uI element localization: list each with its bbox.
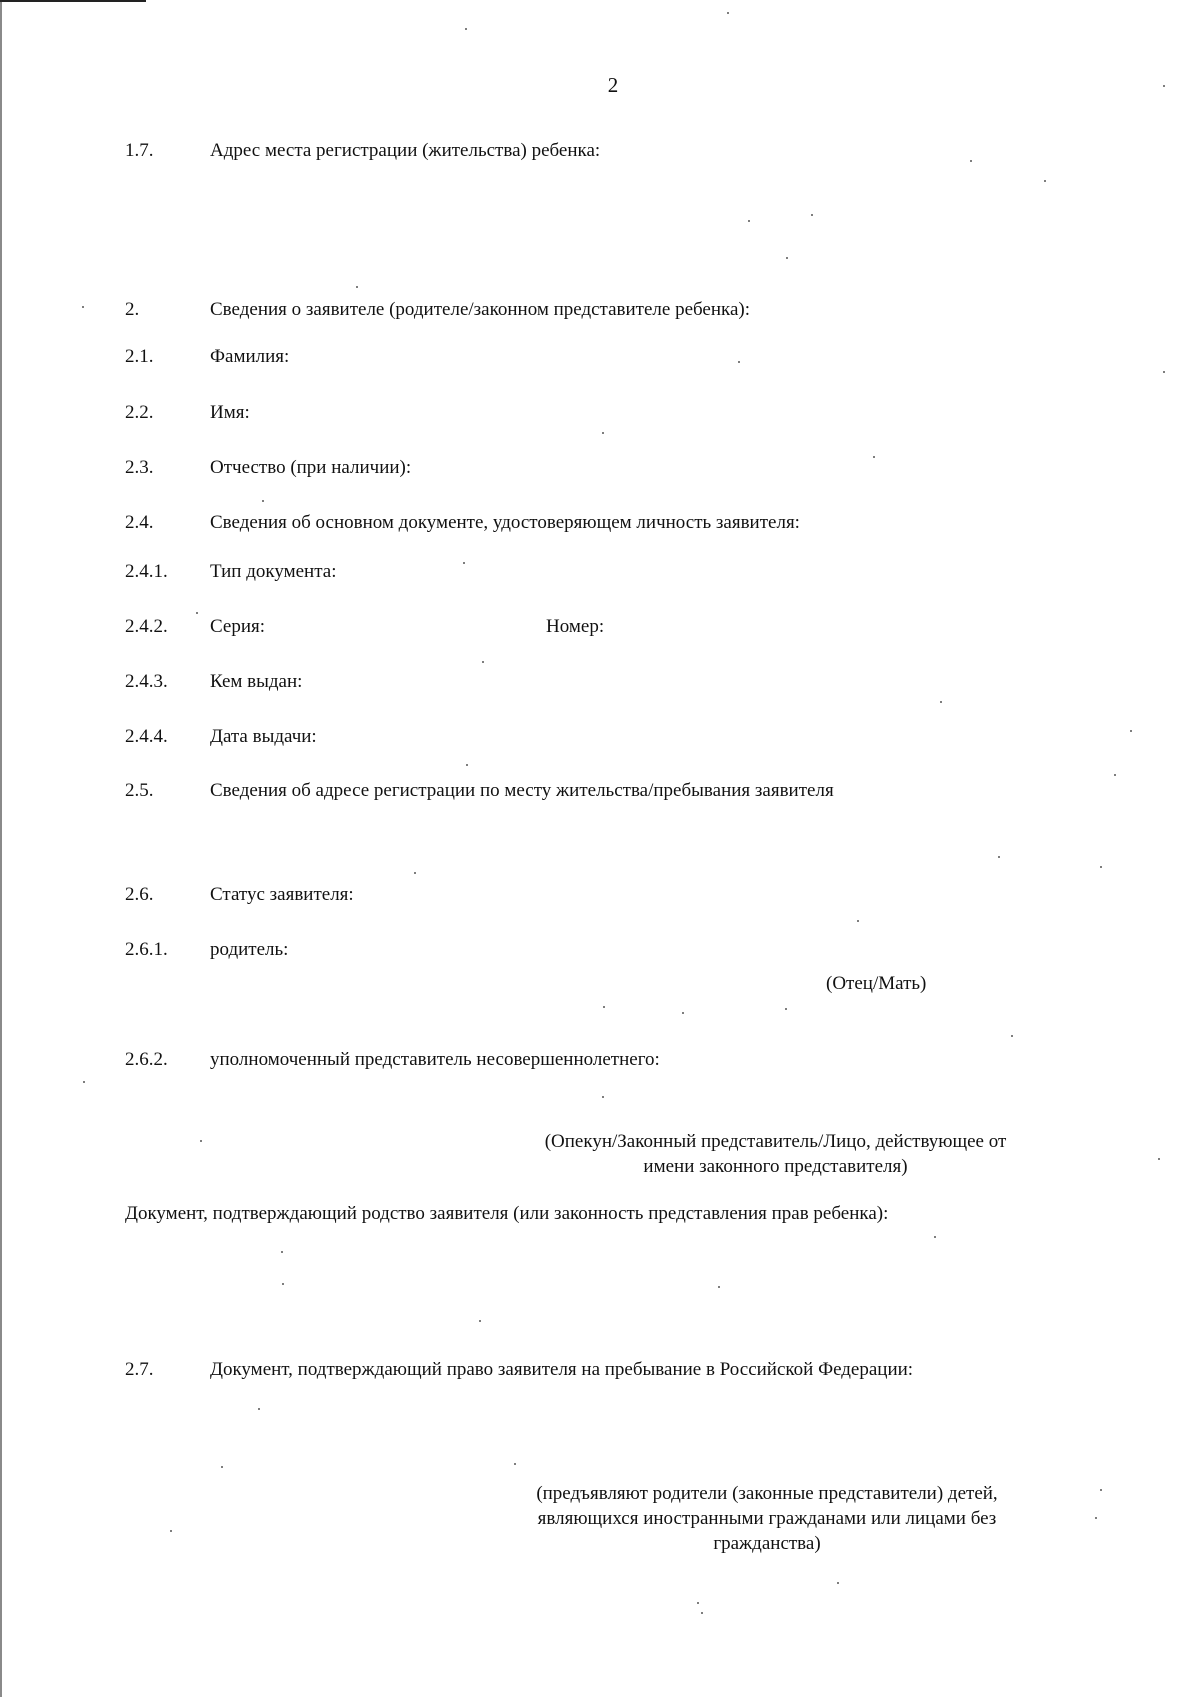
document-type-label: Тип документа: (210, 561, 337, 582)
issue-date-label: Дата выдачи: (210, 726, 317, 747)
section-number-2-4-2: 2.4.2. (125, 616, 168, 637)
section-number-2-2: 2.2. (125, 402, 154, 423)
document-number-label: Номер: (546, 616, 605, 637)
section-number-2-4: 2.4. (125, 512, 154, 533)
section-number-2-4-3: 2.4.3. (125, 671, 168, 692)
section-number-2-6-1: 2.6.1. (125, 939, 168, 960)
identity-document-heading: Сведения об основном документе, удостоверяющем личность заявителя: (210, 512, 800, 533)
parent-hint: (Отец/Мать) (826, 973, 927, 994)
section-number-2-4-4: 2.4.4. (125, 726, 168, 747)
representative-hint-line-2: имени законного представителя) (643, 1156, 908, 1177)
representative-hint (503, 1129, 1048, 1179)
section-number-2-6-2: 2.6.2. (125, 1049, 168, 1070)
residence-right-document-label: Документ, подтверждающий право заявителя на пребывание в Российской Федерации: (210, 1359, 914, 1380)
applicant-info-heading: Сведения о заявителе (родителе/законном представителе ребенка): (210, 299, 750, 320)
scan-edge-top (0, 0, 146, 2)
document-series-label: Серия: (210, 616, 266, 637)
section-number-2-1: 2.1. (125, 346, 154, 367)
applicant-address-label: Сведения об адресе регистрации по месту жительства/пребывания заявителя (210, 780, 834, 801)
authorized-representative-label: уполномоченный представитель несовершеннолетнего: (210, 1049, 660, 1070)
section-number-1-7: 1.7. (125, 140, 154, 161)
representative-hint-line-1: (Опекун/Законный представитель/Лицо, действующее от (544, 1131, 1007, 1152)
foreign-citizens-hint-line-2: являющихся иностранными гражданами или лицами без (537, 1508, 997, 1529)
section-number-2-3: 2.3. (125, 457, 154, 478)
section-number-2-4-1: 2.4.1. (125, 561, 168, 582)
applicant-status-label: Статус заявителя: (210, 884, 354, 905)
section-number-2-6: 2.6. (125, 884, 154, 905)
scan-edge-left (0, 0, 2, 1697)
first-name-label: Имя: (210, 402, 250, 423)
section-number-2-5: 2.5. (125, 780, 154, 801)
surname-label: Фамилия: (210, 346, 290, 367)
section-number-2-7: 2.7. (125, 1359, 154, 1380)
child-address-label: Адрес места регистрации (жительства) ребенка: (210, 140, 601, 161)
parent-label: родитель: (210, 939, 289, 960)
kinship-document-label: Документ, подтверждающий родство заявителя (или законность представления прав ребенка): (125, 1203, 889, 1224)
issued-by-label: Кем выдан: (210, 671, 303, 692)
foreign-citizens-hint-line-3: гражданства) (713, 1533, 821, 1554)
foreign-citizens-hint (492, 1481, 1042, 1556)
section-number-2: 2. (125, 299, 140, 320)
patronymic-label: Отчество (при наличии): (210, 457, 412, 478)
page-number: 2 (607, 73, 619, 97)
foreign-citizens-hint-line-1: (предъявляют родители (законные представители) детей, (536, 1483, 998, 1504)
